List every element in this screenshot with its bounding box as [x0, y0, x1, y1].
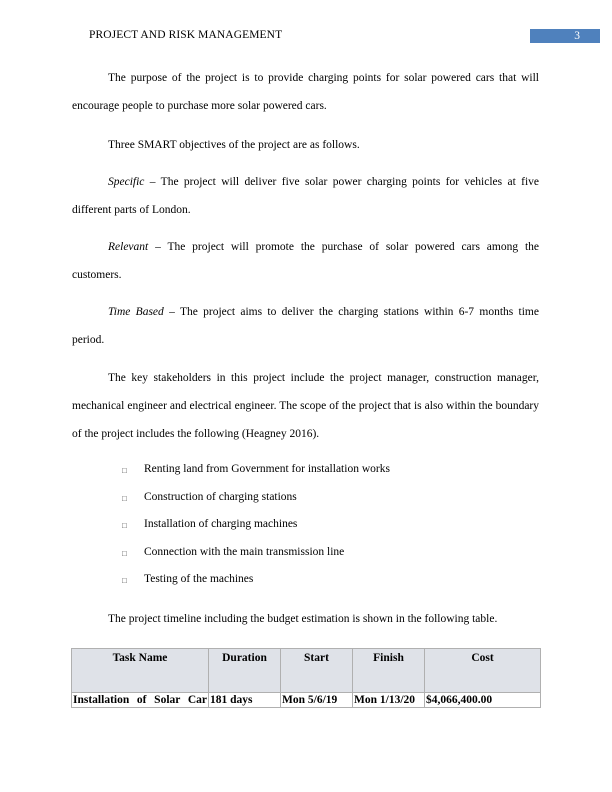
- page-number: 3: [530, 29, 600, 43]
- table-row: [72, 693, 541, 708]
- objective-text: – The project aims to deliver the charging stations within 6-7 months time period.: [72, 306, 539, 346]
- smart-intro-paragraph: Three SMART objectives of the project are as follows.: [108, 139, 360, 151]
- bullet-icon: □: [122, 493, 127, 503]
- table-cell-task-name: Installation of Solar Car: [73, 694, 207, 706]
- scope-item-text: Renting land from Government for installation works: [144, 463, 390, 475]
- bullet-icon: □: [122, 466, 127, 475]
- objective-label: Relevant: [108, 241, 149, 253]
- table-cell-start: Mon 5/6/19: [281, 693, 353, 708]
- column-header-duration: Duration: [209, 649, 281, 693]
- bullet-icon: □: [122, 576, 127, 585]
- list-item: [122, 572, 390, 600]
- objective-text: – The project will promote the purchase of solar powered cars among the customers.: [72, 241, 539, 281]
- table-header-row: [72, 649, 541, 693]
- objective-label: Specific: [108, 176, 145, 188]
- scope-list: [122, 462, 390, 600]
- list-item: [122, 517, 390, 545]
- objective-relevant: [72, 233, 539, 289]
- bullet-icon: □: [122, 521, 127, 530]
- column-header-cost: Cost: [425, 649, 541, 693]
- purpose-paragraph: The purpose of the project is to provide charging points for solar powered cars that will encourage people to purchase more solar powered cars.: [72, 72, 539, 112]
- list-item: [122, 490, 390, 518]
- bullet-icon: □: [122, 548, 127, 558]
- objective-text: – The project will deliver five solar power charging points for vehicles at five different parts of London.: [72, 176, 539, 216]
- table-cell-finish: Mon 1/13/20: [353, 693, 425, 708]
- running-header-title: PROJECT AND RISK MANAGEMENT: [89, 29, 283, 41]
- column-header-task-name: Task Name: [72, 649, 209, 693]
- column-header-finish: Finish: [353, 649, 425, 693]
- objective-time-based: [72, 298, 539, 354]
- stakeholders-paragraph: The key stakeholders in this project include the project manager, construction manager, mechanical engineer and electrical engineer. The scope of the project that is also within the boundary of the project includes the following (Heagney 2016).: [72, 372, 539, 440]
- list-item: [122, 462, 390, 490]
- scope-item-text: Connection with the main transmission line: [144, 545, 345, 558]
- table-cell-cost: $4,066,400.00: [425, 693, 541, 708]
- table-cell-duration: 181 days: [209, 693, 281, 708]
- scope-item-text: Installation of charging machines: [144, 518, 298, 530]
- timeline-intro-paragraph: The project timeline including the budget estimation is shown in the following table.: [108, 613, 498, 625]
- objective-specific: [72, 168, 539, 224]
- scope-item-text: Construction of charging stations: [144, 490, 297, 503]
- list-item: [122, 545, 390, 573]
- column-header-start: Start: [281, 649, 353, 693]
- timeline-table: [71, 648, 541, 708]
- scope-item-text: Testing of the machines: [144, 573, 254, 585]
- objective-label: Time Based: [108, 306, 164, 318]
